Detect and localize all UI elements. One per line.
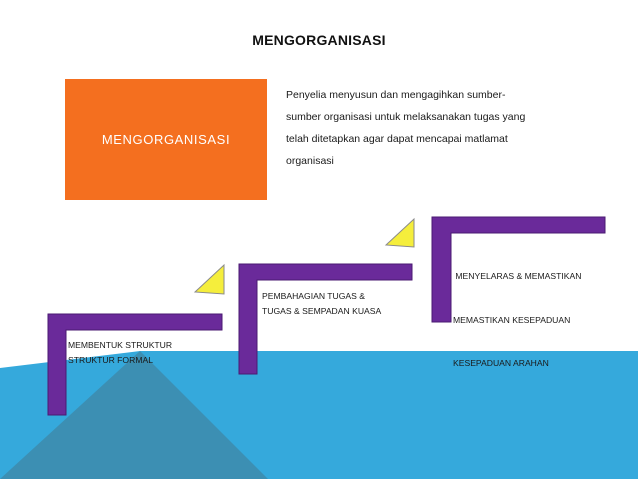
description-line: Penyelia menyusun dan mengagihkan sumber- — [286, 89, 506, 101]
orange-label-box — [65, 79, 267, 200]
description-line: telah ditetapkan agar dapat mencapai matlamat — [286, 133, 508, 145]
step-3-line: KESEPADUAN ARAHAN — [453, 358, 549, 368]
step-3-line: MENYELARAS & MEMASTIKAN — [453, 271, 582, 281]
step-1-line: STRUKTUR FORMAL — [68, 354, 153, 365]
description-text — [286, 84, 586, 172]
slide-title: MENGORGANISASI — [252, 32, 386, 48]
orange-box-label: MENGORGANISASI — [101, 132, 231, 147]
step-2-line: TUGAS & SEMPADAN KUASA — [262, 305, 382, 316]
step-1-label — [68, 338, 172, 367]
description-line: sumber organisasi untuk melaksanakan tugas yang — [286, 111, 526, 123]
step-3-line: MEMASTIKAN KESEPADUAN — [453, 314, 571, 325]
arrow-triangle-2 — [386, 219, 414, 247]
step-2-label — [262, 289, 381, 318]
step-3-label — [453, 240, 581, 400]
step-1-line: MEMBENTUK STRUKTUR — [68, 340, 173, 350]
description-line: organisasi — [286, 155, 334, 167]
step-2-line: PEMBAHAGIAN TUGAS & — [262, 291, 365, 301]
arrow-triangle-1 — [195, 265, 224, 294]
